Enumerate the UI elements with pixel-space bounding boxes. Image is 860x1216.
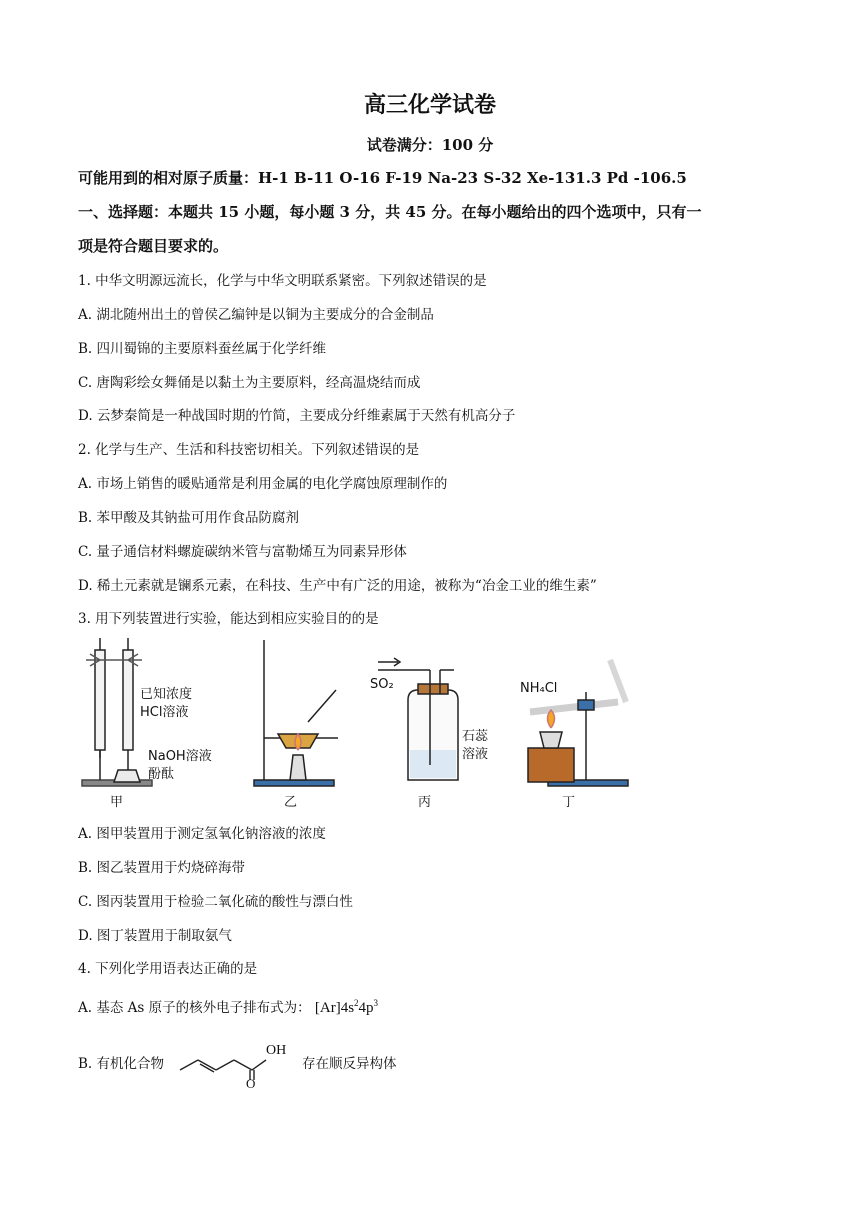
svg-text:O: O (246, 1076, 256, 1088)
q1-stem: 1. 中华文明源远流长，化学与中华文明联系紧密。下列叙述错误的是 (78, 273, 487, 289)
q2-stem: 2. 化学与生产、生活和科技密切相关。下列叙述错误的是 (78, 442, 420, 458)
q4-option-b-tail: 存在顺反异构体 (302, 1056, 397, 1072)
bing-caption: 丙 (418, 795, 432, 810)
q3-option-b: B. 图乙装置用于灼烧碎海带 (78, 860, 246, 876)
q2-option-b: B. 苯甲酸及其钠盐可用作食品防腐剂 (78, 510, 300, 526)
bing-label-2: 溶液 (462, 747, 489, 762)
q2-option-d: D. 稀土元素就是镧系元素，在科技、生产中有广泛的用途，被称为“冶金工业的维生素” (78, 578, 597, 594)
jia-label-4: 酚酞 (148, 767, 175, 782)
section-heading-line2: 项是符合题目要求的。 (78, 237, 229, 255)
q4-option-b-label: B. 有机化合物 (78, 1056, 165, 1072)
jia-label-1: 已知浓度 (140, 687, 193, 702)
jia-label-3: NaOH溶液 (148, 749, 212, 764)
nh4cl-label: NH₄Cl (520, 681, 558, 696)
q1-option-c: C. 唐陶彩绘女舞俑是以黏土为主要原料，经高温烧结而成 (78, 375, 421, 391)
apparatus-drawing (78, 630, 678, 810)
electron-configuration: $[Ar]4s^24p^3$ (314, 998, 379, 1016)
q2-option-c: C. 量子通信材料螺旋碳纳米管与富勒烯互为同素异形体 (78, 544, 407, 560)
q1-option-d: D. 云梦秦简是一种战国时期的竹简，主要成分纤维素属于天然有机高分子 (78, 408, 516, 424)
q4-option-a-text: A. 基态 As 原子的核外电子排布式为： (78, 1000, 311, 1016)
yi-caption: 乙 (284, 795, 298, 810)
apparatus-figure (78, 630, 678, 810)
crotonic-acid-structure (176, 1032, 302, 1088)
atomic-masses: 可能用到的相对原子质量：H-1 B-11 O-16 F-19 Na-23 S-32 Xe-131.3 Pd -106.5 (78, 169, 687, 187)
q3-option-a: A. 图甲装置用于测定氢氧化钠溶液的浓度 (78, 826, 326, 842)
bing-label-1: 石蕊 (462, 729, 489, 744)
jia-caption: 甲 (110, 795, 124, 810)
q3-stem: 3. 用下列装置进行实验，能达到相应实验目的的是 (78, 611, 379, 627)
q4-option-a (78, 996, 378, 1017)
burning-apparatus (254, 640, 338, 786)
q1-option-b: B. 四川蜀锦的主要原料蚕丝属于化学纤维 (78, 341, 327, 357)
q3-option-c: C. 图丙装置用于检验二氧化硫的酸性与漂白性 (78, 894, 353, 910)
q2-option-a: A. 市场上销售的暖贴通常是利用金属的电化学腐蚀原理制作的 (78, 476, 448, 492)
svg-text:OH: OH (266, 1043, 287, 1058)
q1-option-a: A. 湖北随州出土的曾侯乙编钟是以铜为主要成分的合金制品 (78, 307, 434, 323)
nh4cl-heating-apparatus (528, 660, 628, 786)
so2-label: SO₂ (370, 677, 394, 692)
q4-stem: 4. 下列化学用语表达正确的是 (78, 961, 258, 977)
section-heading-line1: 一、选择题：本题共 15 小题，每小题 3 分，共 45 分。在每小题给出的四个选项中，只有一 (78, 203, 702, 221)
jia-label-2: HCl溶液 (140, 705, 189, 720)
full-score: 试卷满分：100 分 (366, 136, 494, 154)
q3-option-d: D. 图丁装置用于制取氨气 (78, 928, 232, 944)
ding-caption: 丁 (562, 795, 576, 810)
page-title: 高三化学试卷 (363, 92, 496, 118)
